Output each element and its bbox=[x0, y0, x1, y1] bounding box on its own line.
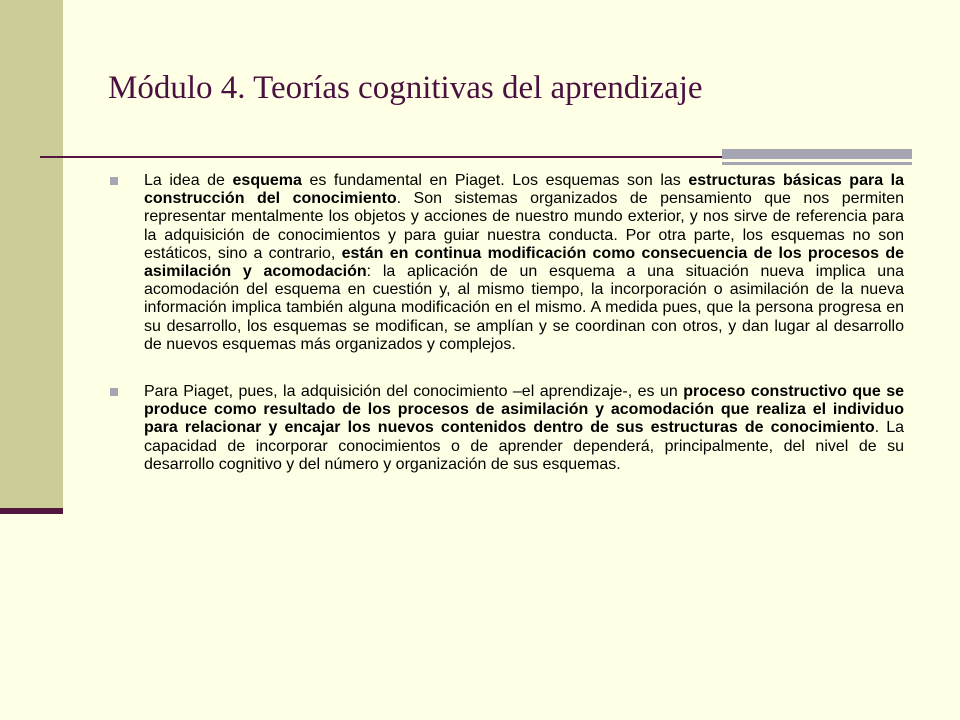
paragraph-esquema bbox=[110, 172, 904, 354]
title-divider-accent bbox=[722, 149, 912, 165]
slide-body bbox=[110, 172, 904, 474]
square-bullet-icon bbox=[110, 177, 118, 185]
text-segment-bold: proceso constructivo que se produce como resultado de los procesos de asimilación y acomodación que realiza el individuo para relacionar y encajar los nuevos contenidos dentro de sus estructuras de conocimiento bbox=[144, 383, 905, 437]
text-segment-bold: estructuras básicas para la construcción del conocimiento bbox=[144, 172, 904, 208]
paragraph-text bbox=[144, 383, 904, 473]
text-segment: es fundamental en Piaget. Los esquemas son las bbox=[301, 172, 689, 189]
text-segment: . La capacidad de incorporar conocimientos o de aprender dependerá, principalmente, del nivel de su desarrollo cognitivo y del número y organización de sus esquemas. bbox=[144, 419, 905, 473]
paragraph-aprendizaje bbox=[110, 383, 904, 474]
text-segment-bold: esquema bbox=[232, 172, 302, 189]
sidebar-decoration bbox=[0, 0, 63, 512]
text-segment: . Son sistemas organizados de pensamiento que nos permiten representar mentalmente los objetos y acciones de nuestro mundo exterior, y nos sirve de referencia para la adquisición de conocimientos y para guiar nuestra conducta. Por otra parte, los esquemas no son estáticos, sino a contrario, bbox=[144, 190, 904, 262]
text-segment: La idea de bbox=[144, 172, 233, 189]
paragraph-text bbox=[144, 172, 904, 353]
text-segment-bold: están en continua modificación como consecuencia de los procesos de asimilación y acomodación bbox=[144, 244, 904, 281]
text-segment: : la aplicación de un esquema a una situación nueva implica una acomodación del esquema en cuestión y, al mismo tiempo, la incorporación o asimilación de la nueva información implica también alguna modificación en el mismo. A medida pues, que la persona progresa en su desarrollo, los esquemas se modifican, se amplían y se coordinan con otros, y dan lugar al desarrollo de nuevos esquemas más organizados y complejos. bbox=[144, 263, 905, 353]
slide-title: Módulo 4. Teorías cognitivas del aprendizaje bbox=[108, 70, 703, 106]
square-bullet-icon bbox=[110, 388, 118, 396]
sidebar-accent-line bbox=[0, 508, 63, 514]
text-segment: Para Piaget, pues, la adquisición del conocimiento –el aprendizaje-, es un bbox=[144, 383, 684, 401]
